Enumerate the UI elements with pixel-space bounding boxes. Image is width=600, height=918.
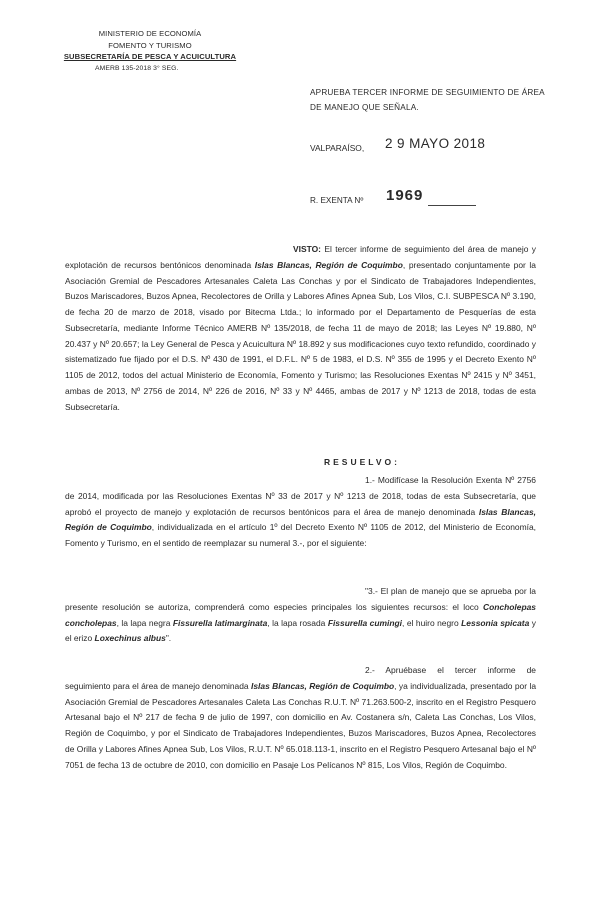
visto-label: VISTO: bbox=[293, 244, 321, 254]
exenta-number: 1969 bbox=[386, 187, 424, 204]
place-date bbox=[310, 136, 486, 153]
species-name: Fissurella cumingi bbox=[327, 617, 403, 628]
place: VALPARAÍSO, bbox=[310, 143, 365, 153]
quote-text-4: , el huiro negro bbox=[402, 617, 462, 628]
number-underline bbox=[428, 205, 476, 206]
species-name: Concholepas concholepas bbox=[65, 601, 536, 628]
visto-paragraph bbox=[65, 242, 536, 415]
area-name: Islas Blancas, Región de Coquimbo bbox=[254, 259, 403, 270]
ministry-name: MINISTERIO DE ECONOMÍA bbox=[98, 29, 202, 38]
area-name: Islas Blancas, Región de Coquimbo bbox=[65, 506, 536, 533]
article-2-text-2: , ya individualizada, presentado por la Asociación Gremial de Pescadores Artesanales Caleta Las Conchas R.U.T. Nº 71.263.500-2, inscrito en el Registro Pesquero Artesanal bajo el Nº 217 de fecha 9 de julio de 1997, con domicilio en Av. Costanera s/n, Caleta Las Conchas, Los Vilos, Región de Coquimbo, y por el Sindicato de Trabajadores Independientes, Buzos Mariscadores, Buzos Apnea, Recolectores de Orilla y Labores Afines Apnea Sub, Los Vilos, R.U.T. Nº 65.018.113-1, inscrito en el Registro Pesquero Artesanal bajo el Nº 7051 de fecha 13 de octubre de 2010, con domicilio en Pasaje Los Pelícanos Nº 815, Los Vilos, Región de Coquimbo. bbox=[65, 680, 537, 770]
article-2-text-1: 2.- Apruébase el tercer informe de seguimiento para el área de manejo denominada bbox=[65, 665, 536, 691]
article-1-text-1: 1.- Modifícase la Resolución Exenta Nº 2756 de 2014, modificada por las Resoluciones Exentas Nº 33 de 2017 y Nº 1213 de 2018, todas de esta Subsecretaría, que aprobó el proyecto de manejo y explotación de recursos bentónicos para el área de manejo denominada bbox=[65, 475, 536, 517]
visto-text-1: El tercer informe de seguimiento del área de manejo y explotación de recursos bentónicos denominada bbox=[65, 244, 536, 270]
quote-text-5: y el erizo bbox=[65, 617, 536, 644]
quote-text-1: "3.- El plan de manejo que se aprueba por la presente resolución se autoriza, comprenderá como especies principales los siguientes recursos: el loco bbox=[65, 586, 536, 612]
quote-text-3: , la lapa rosada bbox=[267, 617, 328, 628]
species-name: Loxechinus albus bbox=[94, 633, 166, 644]
ministry-name-cont: FOMENTO Y TURISMO bbox=[108, 40, 192, 50]
ministry-header bbox=[40, 28, 260, 74]
article-2 bbox=[65, 663, 536, 773]
stamped-date: 2 9 MAYO 2018 bbox=[385, 136, 486, 151]
numeral-3-quote bbox=[65, 584, 536, 647]
subsecretaria-name: SUBSECRETARÍA DE PESCA Y ACUICULTURA bbox=[63, 52, 237, 61]
exenta-label: R. EXENTA Nº bbox=[310, 196, 364, 205]
resolution-number bbox=[310, 187, 424, 205]
quote-text-6: ". bbox=[165, 633, 172, 644]
article-1 bbox=[65, 473, 536, 552]
area-name: Islas Blancas, Región de Coquimbo bbox=[251, 680, 395, 691]
visto-text-2: , presentado conjuntamente por la Asociación Gremial de Pescadores Artesanales Caleta Las Conchas y por el Sindicato de Trabajadores Independientes, Buzos Mariscadores, Buzos Apnea, Recolectores de Orilla y Labores Afines Apnea Sub, Los Vilos, C.I. SUBPESCA Nº 3.190, de fecha 20 de marzo de 2018, visado por Bitecma Ltda.; lo informado por el Departamento de Pesquerías de esta Subsecretaría, mediante Informe Técnico AMERB Nº 135/2018, de fecha 11 de mayo de 2018; las Leyes Nº 19.880, Nº 20.437 y Nº 20.657; la Ley General de Pesca y Acuicultura Nº 18.892 y sus modificaciones cuyo texto refundido, coordinado y sistematizado fue fijado por el D.S. Nº 430 de 1991, el D.F.L. Nº 5 de 1983, el D.S. Nº 355 de 1995 y el Decreto Exento Nº 1105 de 2012, todos del actual Ministerio de Economía, Fomento y Turismo; las Resoluciones Exentas Nº 2415 y Nº 3451, ambas de 2013, Nº 2756 de 2014, Nº 226 de 2016, Nº 33 y Nº 4465, ambas de 2017 y Nº 1213 de 2018, todas de esta Subsecretaría. bbox=[65, 259, 536, 412]
file-reference: AMERB 135-2018 3° SEG. bbox=[95, 64, 179, 72]
document-subject: APRUEBA TERCER INFORME DE SEGUIMIENTO DE ÁREA DE MANEJO QUE SEÑALA. bbox=[310, 88, 545, 112]
quote-text-2: , la lapa negra bbox=[116, 617, 173, 628]
resuelvo-heading: RESUELVO: bbox=[324, 457, 400, 467]
article-1-text-2: , individualizada en el artículo 1º del Decreto Exento Nº 1105 de 2012, del Ministerio de Economía, Fomento y Turismo, en el sentido de reemplazar su numeral 3.-, por el siguiente: bbox=[65, 522, 536, 548]
species-name: Fissurella latimarginata bbox=[172, 617, 268, 628]
species-name: Lessonia spicata bbox=[461, 617, 530, 628]
